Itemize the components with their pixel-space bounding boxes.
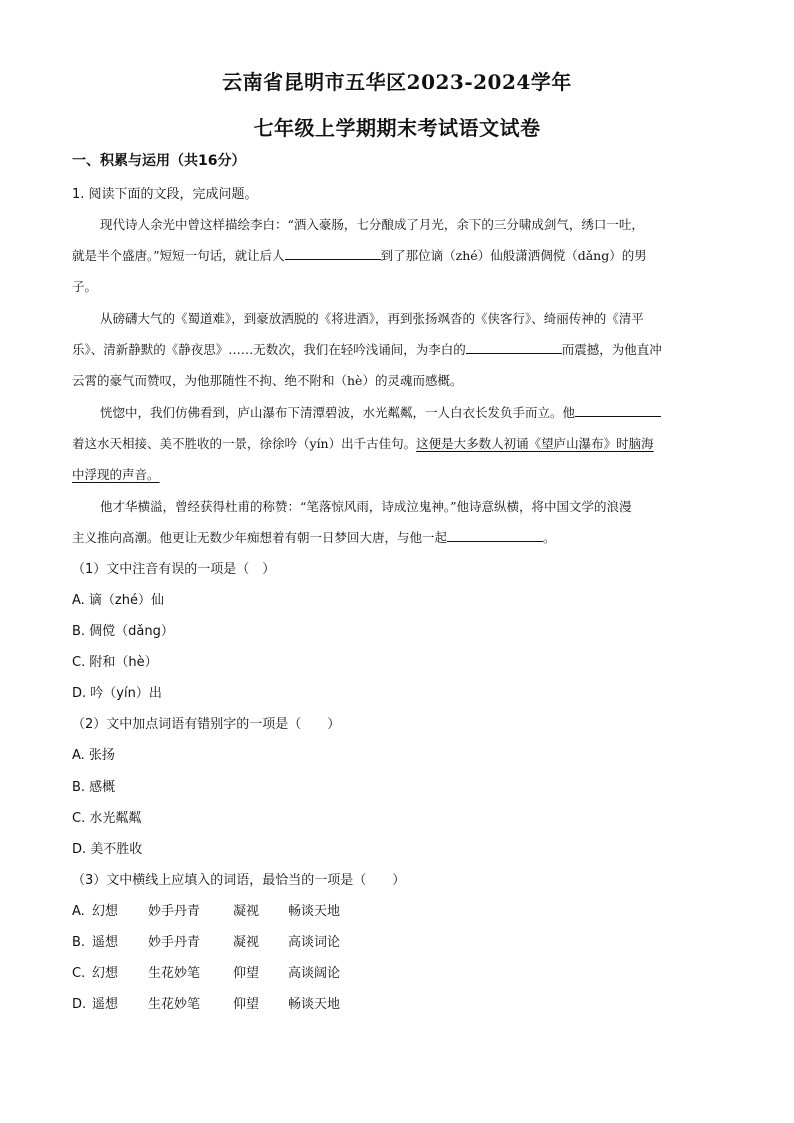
option-word-3: 仰望 (233, 997, 260, 1012)
passage-text: 主义推向高潮。他更让无数少年痴想着有朝一日梦回大唐，与他一起 (72, 530, 448, 545)
sub-question-2-stem: （2）文中加点词语有错别字的一项是（ ） (72, 717, 341, 732)
passage-p2-line1: 从磅礴大气的《蜀道难》，到豪放洒脱的《将进酒》，再到张扬飒沓的《侠客行》、绮丽传神的《清平 (100, 311, 644, 326)
fill-blank-3 (575, 404, 661, 417)
passage-p1-line1: 现代诗人余光中曾这样描绘李白：“酒入豪肠，七分酿成了月光，余下的三分啸成剑气，绣口一吐， (100, 217, 644, 232)
option-word-1: 遥想 (92, 997, 119, 1012)
passage-p4-line1: 他才华横溢，曾经获得杜甫的称赞：“笔落惊风雨，诗成泣鬼神。”他诗意纵横，将中国文学的浪漫 (100, 499, 632, 514)
sub2-option-d[interactable]: D. 美不胜收 (72, 842, 143, 857)
passage-p1-line2 (72, 246, 722, 264)
passage-p3-line2 (72, 434, 722, 452)
option-word-4: 畅谈天地 (288, 997, 341, 1012)
passage-text: 到了那位谪（zhé）仙般潇洒倜傥（dǎng）的男 (380, 248, 647, 263)
sub3-option-d[interactable] (72, 993, 340, 1012)
option-word-3: 仰望 (233, 966, 260, 981)
underlined-sentence: 这便是大多数人初诵《望庐山瀑布》时脑海 (416, 436, 654, 451)
option-word-2: 妙手丹青 (148, 904, 201, 919)
sub2-option-a[interactable]: A. 张扬 (72, 748, 115, 763)
passage-text: 恍惚中，我们仿佛看到，庐山瀑布下清潭碧波，水光粼粼，一人白衣长发负手而立。他 (100, 405, 576, 420)
fill-blank-2 (466, 341, 562, 354)
option-word-4: 畅谈天地 (288, 904, 341, 919)
option-word-3: 凝视 (233, 935, 260, 950)
sub3-option-a[interactable] (72, 900, 340, 919)
passage-text: 着这水天相接、美不胜收的一景，徐徐吟（yín）出千古佳句。 (72, 436, 417, 451)
option-word-1: 幻想 (92, 904, 119, 919)
exam-title-line1: 云南省昆明市五华区2023-2024学年 (222, 70, 572, 94)
sub1-option-d[interactable]: D. 吟（yín）出 (72, 686, 162, 701)
option-word-3: 凝视 (233, 904, 260, 919)
sub1-option-b[interactable]: B. 倜傥（dǎng） (72, 624, 174, 639)
sub2-option-c[interactable]: C. 水光粼粼 (72, 811, 142, 826)
passage-p1-line3: 子。 (72, 279, 98, 294)
sub1-option-a[interactable]: A. 谪（zhé）仙 (72, 593, 164, 608)
option-letter: A. (72, 904, 85, 919)
passage-p4-line2 (72, 528, 722, 546)
fill-blank-1 (285, 247, 381, 260)
passage-p2-line2 (72, 340, 722, 358)
exam-title-line2: 七年级上学期期末考试语文试卷 (253, 116, 541, 140)
option-word-1: 幻想 (92, 966, 119, 981)
option-word-2: 生花妙笔 (148, 997, 201, 1012)
option-word-4: 高谈阔论 (288, 966, 341, 981)
sub1-option-c[interactable]: C. 附和（hè） (72, 655, 158, 670)
option-word-1: 遥想 (92, 935, 119, 950)
fill-blank-4 (447, 529, 543, 542)
passage-p3-line3 (72, 465, 722, 483)
passage-text: 乐》、清新静默的《静夜思》……无数次，我们在轻吟浅诵间，为李白的 (72, 342, 466, 357)
option-word-2: 生花妙笔 (148, 966, 201, 981)
option-letter: C. (72, 966, 86, 981)
section-heading: 一、积累与运用（共16分） (72, 153, 246, 169)
sub-question-1-stem: （1）文中注音有误的一项是（ ） (72, 562, 276, 577)
sub3-option-b[interactable] (72, 931, 340, 950)
sub-question-3-stem: （3）文中横线上应填入的词语，最恰当的一项是（ ） (72, 873, 406, 888)
option-word-2: 妙手丹青 (148, 935, 201, 950)
option-letter: B. (72, 935, 86, 950)
question-1-stem: 1. 阅读下面的文段，完成问题。 (72, 187, 258, 202)
option-letter: D. (72, 997, 87, 1012)
passage-text: 。 (543, 530, 556, 545)
underlined-sentence-end: 中浮现的声音。 (72, 467, 160, 482)
passage-text: 就是半个盛唐。”短短一句话，就让后人 (72, 248, 285, 263)
sub3-option-c[interactable] (72, 962, 340, 981)
passage-p3-line1 (100, 403, 750, 421)
option-word-4: 高谈词论 (288, 935, 341, 950)
passage-text: 而震撼，为他直冲 (561, 342, 662, 357)
passage-p2-line3: 云霄的豪气而赞叹，为他那随性不拘、绝不附和（hè）的灵魂而感概。 (72, 373, 463, 388)
sub2-option-b[interactable]: B. 感概 (72, 780, 116, 795)
